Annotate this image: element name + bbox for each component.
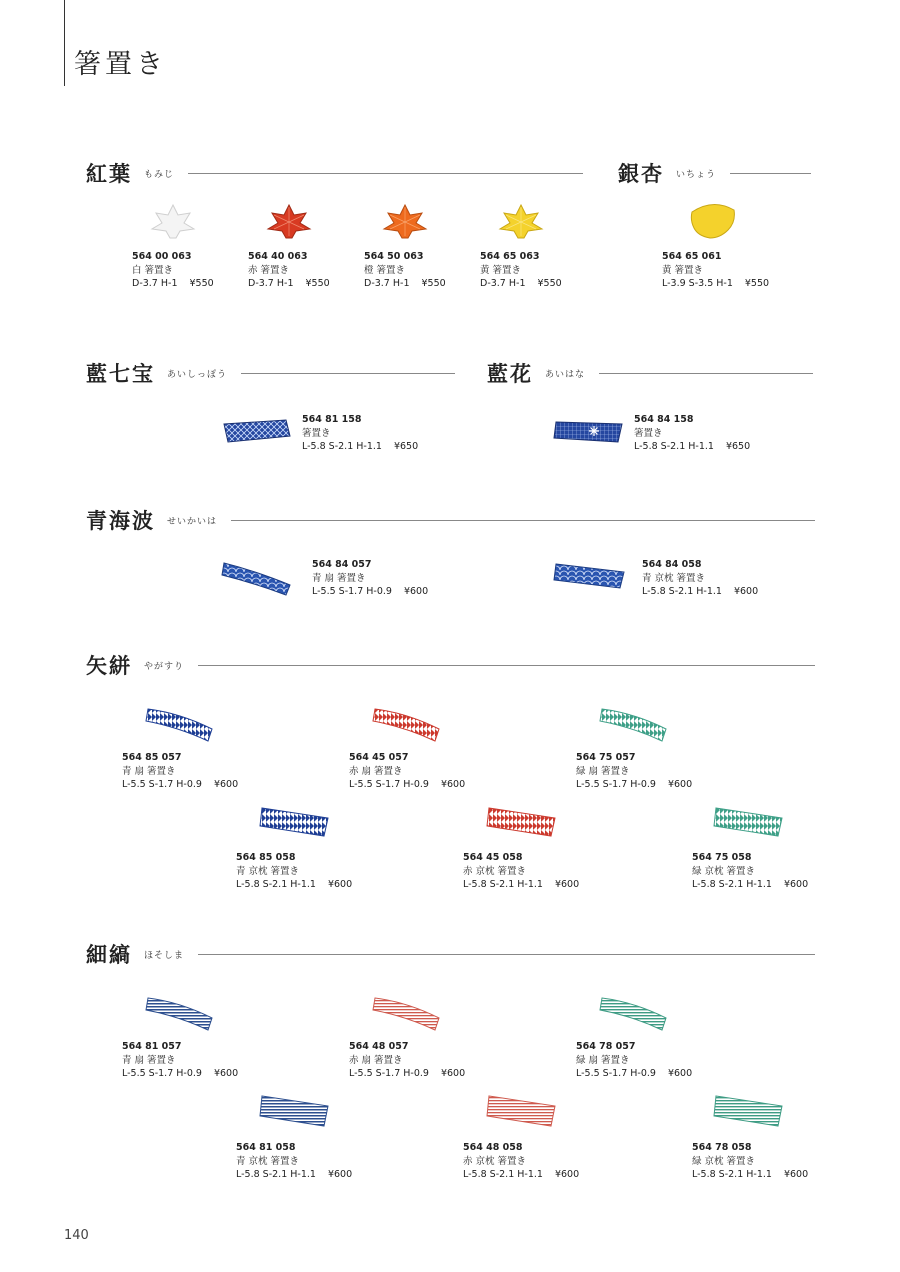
title-divider [64,0,65,86]
section-title: 藍七宝 [86,361,155,386]
product-price: ¥550 [744,278,770,289]
product-dims: L-5.8 S-2.1 H-1.1 [236,1169,316,1180]
product-dims: L-5.8 S-2.1 H-1.1 [634,441,714,452]
product-dims: L-3.9 S-3.5 H-1 [662,278,733,289]
product-price: ¥550 [537,278,562,289]
section-title: 青海波 [86,508,155,533]
product-dims: L-5.8 S-2.1 H-1.1 [463,1169,543,1180]
product-code: 564 45 058 [463,852,523,863]
product-price: ¥600 [327,1169,353,1180]
product-item [662,250,769,291]
section-title: 銀杏 [618,161,664,186]
product-dims: L-5.5 S-1.7 H-0.9 [349,1068,429,1079]
section-kana: もみじ [144,169,175,180]
product-code: 564 48 057 [349,1041,409,1052]
product-code: 564 84 057 [312,559,372,570]
product-item [480,250,562,291]
product-dims: D-3.7 H-1 [248,278,294,289]
product-item [236,851,352,892]
product-price: ¥600 [213,779,239,790]
section-kana: ほそしま [144,950,185,961]
section-rule [730,173,811,174]
product-name: 青 京枕 箸置き [236,865,300,877]
product-dims: L-5.5 S-1.7 H-0.9 [122,779,202,790]
product-code: 564 85 058 [236,852,296,863]
section-header-momiji [86,158,583,188]
product-item [236,1141,352,1182]
product-price: ¥600 [667,779,693,790]
product-name: 黄 箸置き [480,264,522,276]
yagasuri-green-pillow-rest-image [712,806,786,838]
product-price: ¥600 [554,879,580,890]
product-item [349,751,465,792]
product-item [248,250,330,291]
yagasuri-red-pillow-rest-image [485,806,559,838]
product-name: 橙 箸置き [364,264,406,276]
product-item [349,1040,465,1081]
product-item [692,1141,808,1182]
product-dims: L-5.8 S-2.1 H-1.1 [692,1169,772,1180]
product-price: ¥600 [440,779,466,790]
product-code: 564 84 058 [642,559,702,570]
product-dims: L-5.5 S-1.7 H-0.9 [122,1068,202,1079]
product-price: ¥600 [327,879,353,890]
product-name: 青 京枕 箸置き [642,572,706,584]
hosojima-blue-pillow-rest-image [258,1094,332,1128]
product-code: 564 78 058 [692,1142,752,1153]
maple-leaf-white-image [148,203,198,239]
section-rule [198,665,815,666]
product-name: 黄 箸置き [662,264,704,276]
product-dims: D-3.7 H-1 [364,278,410,289]
product-item [576,751,692,792]
section-rule [198,954,815,955]
product-dims: D-3.7 H-1 [480,278,526,289]
product-dims: L-5.8 S-2.1 H-1.1 [463,879,543,890]
section-header-seigaiha [86,505,815,535]
product-code: 564 48 058 [463,1142,523,1153]
product-name: 青 京枕 箸置き [236,1155,300,1167]
product-name: 緑 扇 箸置き [576,1054,630,1066]
yagasuri-red-fan-rest-image [371,705,443,743]
product-price: ¥600 [783,879,809,890]
product-item [642,558,758,599]
product-item [463,1141,579,1182]
product-code: 564 65 061 [662,251,722,262]
product-name: 緑 京枕 箸置き [692,1155,756,1167]
product-name: 箸置き [634,427,663,439]
product-item [692,851,808,892]
maple-leaf-yellow-image [496,203,546,239]
maple-leaf-red-image [264,203,314,239]
product-name: 赤 箸置き [248,264,290,276]
seigaiha-pillow-rest-image [552,560,628,590]
product-name: 赤 京枕 箸置き [463,865,527,877]
hosojima-red-fan-rest-image [371,994,443,1032]
product-dims: L-5.5 S-1.7 H-0.9 [312,586,392,597]
product-price: ¥650 [393,441,419,452]
seigaiha-fan-rest-image [220,557,294,597]
section-kana: やがすり [144,661,185,672]
aishippo-rest-image [220,418,292,444]
product-price: ¥550 [189,278,214,289]
page-title: 箸置き [74,49,167,80]
product-item [463,851,579,892]
product-name: 青 扇 箸置き [312,572,366,584]
product-code: 564 81 158 [302,414,362,425]
product-price: ¥650 [725,441,751,452]
product-code: 564 78 057 [576,1041,636,1052]
product-name: 青 扇 箸置き [122,765,176,777]
aihana-rest-image [552,418,626,446]
section-rule [241,373,455,374]
product-dims: D-3.7 H-1 [132,278,178,289]
product-name: 青 扇 箸置き [122,1054,176,1066]
product-item [576,1040,692,1081]
section-header-hosojima [86,939,815,969]
product-price: ¥600 [783,1169,809,1180]
product-name: 白 箸置き [132,264,174,276]
product-code: 564 50 063 [364,251,424,262]
product-dims: L-5.8 S-2.1 H-1.1 [236,879,316,890]
product-code: 564 81 058 [236,1142,296,1153]
product-code: 564 40 063 [248,251,308,262]
product-code: 564 65 063 [480,251,540,262]
product-price: ¥550 [305,278,330,289]
section-rule [231,520,815,521]
section-rule [599,373,813,374]
product-price: ¥600 [213,1068,239,1079]
product-name: 赤 扇 箸置き [349,1054,403,1066]
section-title: 矢絣 [86,653,132,678]
yagasuri-blue-pillow-rest-image [258,806,332,838]
ginkgo-leaf-yellow-image [688,200,738,240]
yagasuri-green-fan-rest-image [598,705,670,743]
product-code: 564 45 057 [349,752,409,763]
section-title: 紅葉 [86,161,132,186]
product-dims: L-5.8 S-2.1 H-1.1 [642,586,722,597]
product-item [312,558,428,599]
product-item [122,1040,238,1081]
section-kana: せいかいは [167,516,218,527]
product-name: 赤 扇 箸置き [349,765,403,777]
section-header-yagasuri [86,650,815,680]
product-item [364,250,446,291]
product-code: 564 85 057 [122,752,182,763]
product-dims: L-5.8 S-2.1 H-1.1 [692,879,772,890]
hosojima-blue-fan-rest-image [144,994,216,1032]
product-name: 赤 京枕 箸置き [463,1155,527,1167]
product-item [132,250,214,291]
hosojima-green-fan-rest-image [598,994,670,1032]
product-price: ¥600 [440,1068,466,1079]
product-item [302,413,418,454]
product-item [634,413,750,454]
maple-leaf-orange-image [380,203,430,239]
product-item [122,751,238,792]
product-price: ¥550 [421,278,446,289]
hosojima-red-pillow-rest-image [485,1094,559,1128]
hosojima-green-pillow-rest-image [712,1094,786,1128]
product-price: ¥600 [667,1068,693,1079]
product-dims: L-5.5 S-1.7 H-0.9 [576,779,656,790]
product-code: 564 75 057 [576,752,636,763]
product-code: 564 81 057 [122,1041,182,1052]
section-kana: いちょう [676,169,717,180]
product-price: ¥600 [403,586,429,597]
section-title: 細縞 [86,942,132,967]
section-kana: あいはな [545,369,586,380]
product-dims: L-5.5 S-1.7 H-0.9 [349,779,429,790]
yagasuri-blue-fan-rest-image [144,705,216,743]
product-dims: L-5.8 S-2.1 H-1.1 [302,441,382,452]
product-code: 564 00 063 [132,251,192,262]
page-number: 140 [64,1228,89,1243]
section-kana: あいしっぽう [167,369,228,380]
product-code: 564 75 058 [692,852,752,863]
product-code: 564 84 158 [634,414,694,425]
section-title: 藍花 [487,361,533,386]
section-rule [188,173,583,174]
section-header-aihana [487,358,813,388]
product-name: 箸置き [302,427,331,439]
product-price: ¥600 [554,1169,580,1180]
product-name: 緑 京枕 箸置き [692,865,756,877]
product-name: 緑 扇 箸置き [576,765,630,777]
section-header-aishippo [86,358,455,388]
section-header-icho [618,158,811,188]
product-dims: L-5.5 S-1.7 H-0.9 [576,1068,656,1079]
product-price: ¥600 [733,586,759,597]
